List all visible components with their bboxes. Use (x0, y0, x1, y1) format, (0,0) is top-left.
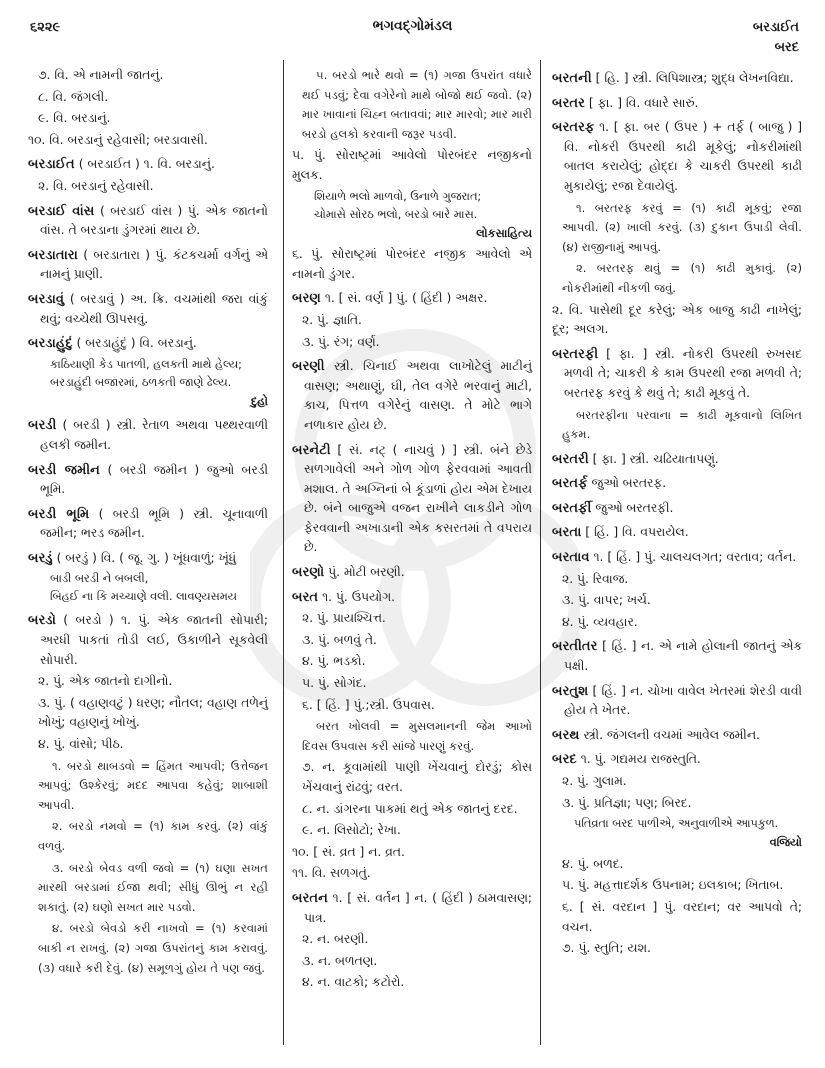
entry-sense (292, 333, 532, 353)
dictionary-entry (28, 334, 268, 354)
guide-word-last: બરદ (774, 40, 799, 55)
definition-text: લોકસાહિત્ય (476, 226, 532, 240)
definition-text: ( બરડું ) વિ. ( જૂ. ગુ. ) ખૂંધવાળું; ખૂંધું (52, 550, 237, 565)
definition-text: ૬. પું. સોરાષ્ટ્રમાં પોરબંદર નજીક આવેલો એ નામનો ડુંગર. (292, 247, 532, 281)
entry-sense (292, 758, 532, 797)
definition-text: જુઓ બરતરફી. (591, 500, 674, 515)
entry-sense (28, 735, 268, 755)
entry-sense (28, 177, 268, 197)
quotation (28, 356, 268, 392)
definition-text: ૬. [ હિં. ] પું.;સ્ત્રી. ઉપવાસ. (302, 697, 435, 712)
definition-text: ( બરડાહુંદું ) વિ. બરડાનું. (72, 336, 197, 351)
dictionary-entry (552, 118, 802, 196)
definition-text: ( બરડાઈત ) ૧. વિ. બરડાનું. (74, 157, 215, 172)
idiom-phrase (552, 406, 802, 445)
definition-text: વજિયો (769, 836, 802, 850)
definition-text: ૪. પું. વાંસો; પીઠ. (38, 737, 124, 752)
headword: બરદ (552, 752, 577, 768)
dictionary-entry (552, 94, 802, 114)
dictionary-entry (28, 549, 268, 569)
entry-sense (28, 131, 268, 151)
definition-text: [ ફા. ] વિ. વધારે સારું. (584, 95, 699, 110)
dictionary-entry (292, 563, 532, 583)
entry-sense (292, 696, 532, 716)
definition-text: ( બરડી ભૂમિ ) સ્ત્રી. ચૂનાવાળી જમીન; ભરડ જમીન. (40, 506, 268, 541)
headword: બરડી (28, 418, 57, 434)
page-number: ૬૨૨૯ (30, 20, 61, 35)
headword: બરણ (292, 291, 321, 307)
definition-text: સ્ત્રી. જંગલની વચમાં આવેલ જમીન. (579, 727, 760, 742)
definition-text: ૧. પું. ગદ્યમય રાજસ્તુતિ. (576, 752, 701, 767)
idiom-phrase (292, 717, 532, 756)
entry-sense (292, 245, 532, 284)
definition-text: ૨. વિ. બરડાનું રહેવાસી. (38, 178, 154, 193)
entry-sense (552, 794, 802, 814)
entry-sense (552, 570, 802, 590)
definition-text: ૧. [ ફા. બર ( ઉપર ) + તર્ફ ( બાજુ ) ] વિ. નોકરી ઉપરથી કાઢી મૂકેલું; નોકરીમાંથી બાતલ કરાયેલું; હોદ્દા કે ચાકરી ઉપરથી કાઢી મુકાયેલું; રજા દેવાયેલું. (564, 120, 802, 193)
definition-text: ( બરડાતારા ) પું. કંટકચર્મા વર્ગનું એ નામનું પ્રાણી. (40, 247, 268, 282)
entry-sense (292, 674, 532, 694)
dictionary-entry (28, 155, 268, 175)
definition-text: ૩. પું. વાપર; ખર્ચ. (562, 593, 651, 608)
definition-text: ૨. પું. ગુલામ. (562, 774, 627, 788)
quotation (292, 188, 532, 224)
idiom-phrase (28, 859, 268, 918)
definition-text: ૪. ન. વાટકો; કટોરો. (302, 975, 405, 990)
definition-text: ૨. પું. જ્ઞાતિ. (302, 312, 362, 327)
idiom-phrase (28, 817, 268, 856)
definition-text: ૪. પું. ભડકો. (302, 654, 366, 669)
definition-text: ૨. પું. એક જાતનો દાગીનો. (38, 674, 173, 689)
definition-text: [ ફા. ] સ્ત્રી. ચઢિયાતાપણું. (588, 451, 719, 466)
quotation-line: બાડી બરડી ને બબલી, (50, 572, 149, 586)
dictionary-column-2 (292, 64, 532, 993)
definition-text: ૧. બરતરફ કરવું = (૧) કાઢી મૂકવું; રજા આપવી. (૨) ખાલી કરવું. (૩) દુકાન ઉપાડી લેવી. (૪) રાજીનામું આપવું. (562, 200, 802, 254)
dictionary-entry (292, 588, 532, 608)
entry-sense (28, 88, 268, 108)
headword: બરતર્ફ (552, 476, 588, 492)
dictionary-entry (292, 441, 532, 559)
guide-words (753, 18, 799, 58)
entry-sense (552, 613, 802, 633)
entry-sense (552, 898, 802, 937)
definition-text: ૫. બરડો ભારે થવો = (૧) ગજા ઉપરાંત વધારે થઈ પડવું; દેવા વગેરેનો માથે બોજો થઈ જવો. (૨) માર ખાવાનાં ચિહ્ન બતાવવાં; માર મારવો; માર મારી બરડો હલકો કરવાની જરૂર પડવી. (302, 68, 532, 141)
entry-sense (552, 876, 802, 896)
definition-text: ૮. વિ. જંગલી. (38, 89, 109, 104)
headword: બરડાઈત (28, 157, 75, 173)
definition-text: ૩. પું. રંગ; વર્ણ. (302, 334, 380, 349)
quotation-line: બરડાહુંદી બજારમાં, ઠળકતી જાણે ઢેલ્ય. (50, 375, 232, 389)
entry-sense (28, 694, 268, 733)
headword: બરતરફી (552, 346, 599, 362)
dictionary-entry (552, 750, 802, 770)
entry-sense (292, 146, 532, 185)
quotation-line: બિહઈ ના કિ મચ્ચાણે વલી. લાવણ્યસમય (50, 590, 237, 604)
dictionary-entry (28, 461, 268, 500)
entry-sense (292, 930, 532, 950)
dictionary-entry (28, 290, 268, 329)
dictionary-entry (552, 726, 802, 746)
definition-text: ૬. [ સં. વરદાન ] પું. વરદાન; વર આપવો તે; વચન. (562, 899, 802, 934)
entry-sense (292, 973, 532, 993)
quotation-line: ચોમાસે સોરઠ ભલો, બરડો બારે માસ. (314, 207, 478, 221)
dictionary-entry (552, 499, 802, 519)
definition-text: [ હિં. ] ન. ચોખા વાવેલ ખેતરમાં શેરડી વાવી હોય તે ખેતર. (564, 683, 802, 718)
definition-text: ૧. [ સં. વર્ણ ] પું. ( હિંદી ) અક્ષર. (320, 291, 488, 306)
dictionary-entry (28, 202, 268, 241)
definition-text: ( બરડાવું ) અ. ક્રિ. વચમાંથી જરા વાંકું થવું; વચ્ચેથી ઊપસવું. (40, 291, 268, 326)
definition-text: ૨. પું. પ્રાયશ્ચિત્ત. (302, 611, 386, 626)
definition-text: ( બરડી ) સ્ત્રી. રેતાળ અથવા પથ્થરવાળી હલકી જમીન. (40, 418, 268, 452)
dictionary-entry (552, 474, 802, 494)
definition-text: ૪. પું. બળદ. (562, 856, 624, 871)
definition-text: ૧. પું. ઉપયોગ. (318, 589, 396, 604)
definition-text: ૨. બરતરફ થવું = (૧) કાઢી મુકાવું. (૨) નોકરીમાંથી નીકળી જવું. (562, 261, 802, 295)
headword: બરડી જમીન (28, 462, 101, 478)
entry-sense (292, 952, 532, 972)
definition-text: [ હિ. ] સ્ત્રી. લિપિશાસ્ત્ર; શુદ્ધ લેખનવિદ્યા. (591, 71, 794, 85)
headword: બરતીતર (552, 639, 598, 655)
entry-sense (552, 301, 802, 340)
entry-sense (552, 855, 802, 875)
headword: બરતા (552, 525, 582, 541)
headword: બરડાહુંદું (28, 336, 73, 352)
headword: બરડાવું (28, 291, 65, 307)
headword: બરણો (292, 565, 325, 581)
idiom-phrase (28, 757, 268, 816)
headword: બરનેટી (292, 442, 331, 458)
dictionary-column-1 (28, 64, 268, 978)
dictionary-entry (28, 611, 268, 670)
dictionary-entry (292, 289, 532, 309)
definition-text: ૪. પું. વ્યવહાર. (562, 614, 638, 629)
definition-text: ૧. બરડો થાબડવો = હિંમત આપવી; ઉત્તેજન આપવું; ઉશ્કેરવું; મદદ આપવા કહેવું; શાબાશી આપવી. (38, 758, 268, 812)
entry-sense (292, 821, 532, 841)
headword: બરણી (292, 359, 325, 375)
definition-text: બરત ખોલવી = મુસલમાનની જેમ આખો દિવસ ઉપવાસ કરી સાંજે પારણું કરવું. (302, 719, 532, 753)
headword: બરડાઈ વાંસ (28, 203, 95, 219)
headword: બરતર (552, 95, 585, 111)
headword: બરતરી (552, 451, 589, 467)
quotation (28, 570, 268, 606)
entry-sense (292, 864, 532, 884)
dictionary-entry (28, 416, 268, 455)
definition-text: ૧. [ હિં. ] પું. ચાલચલગત; વરતાવ; વર્તન. (589, 550, 797, 565)
quotation-line: શિયાળે ભલો માળવો, ઉનાળે ગુજરાત; (314, 189, 482, 203)
idiom-phrase (292, 66, 532, 144)
definition-text: ૩. ન. બળતણ. (302, 953, 378, 968)
dictionary-entry (28, 505, 268, 544)
entry-sense (28, 672, 268, 692)
idiom-phrase (552, 199, 802, 258)
dictionary-entry (28, 246, 268, 285)
definition-text: ૨. પું. રિવાજ. (562, 571, 629, 586)
column-divider (283, 60, 284, 1045)
dictionary-entry (552, 523, 802, 543)
definition-text: પું. મોટી બરણી. (324, 565, 405, 580)
definition-text: સ્ત્રી. ચિનાઈ અથવા લાખોટેલું માટીનું વાસણ; અથાણું, ઘી, તેલ વગેરે ભરવાનું માટી, કાચ, પિત્તળ વગેરેનું વાસણ. તે મોટે ભાગે નળાકાર હોય છે. (304, 359, 532, 432)
headword: બરતન (292, 890, 328, 906)
quotation (552, 815, 802, 833)
definition-text: [ હિં. ] વિ. વપરાયેલ. (581, 525, 689, 540)
entry-sense (552, 591, 802, 611)
definition-text: ૫. પું. સોગંદ. (302, 676, 367, 691)
definition-text: ૨. ન. બરણી. (302, 932, 369, 947)
quotation-source (552, 833, 802, 853)
definition-text: જુઓ બરતરફ. (587, 476, 667, 491)
definition-text: ૧૦. [ સં. વ્રત ] ન. વ્રત. (292, 844, 405, 859)
headword: બરત (292, 589, 319, 605)
guide-word-first: બરડાઈત (752, 20, 799, 35)
idiom-phrase (552, 259, 802, 298)
definition-text: ( બરડી જમીન ) જુઓ બરડી ભૂમિ. (40, 462, 268, 497)
headword: બરડાતારા (28, 247, 78, 263)
entry-sense (28, 66, 268, 86)
entry-sense (292, 631, 532, 651)
quotation-source (292, 224, 532, 244)
definition-text: [ ફા. ] સ્ત્રી. નોકરી ઉપરથી રુખસદ મળવી તે; ચાકરી કે કામ ઉપરથી રજા મળવી તે; બરતરફ કરવું કે થવું તે; કાઢી મૂકવું તે. (564, 346, 802, 400)
dictionary-entry (552, 637, 802, 676)
definition-text: ૪. બરડો બેવડો કરી નાખવો = (૧) કરવામાં બાકી ન રાખવું. (૨) ગજા ઉપરાંતનું કામ કરાવવું. (૩) વધારે કરી દેવું. (૪) સમૂળગું હોય તે પણ જવું. (38, 921, 268, 975)
entry-sense (292, 311, 532, 331)
headword: બરતાવ (552, 550, 590, 566)
definition-text: ૩. પું. બળવું તે. (302, 632, 377, 647)
definition-text: ૨. બરડો નમવો = (૧) કામ કરવું. (૨) વાંકું વળવું. (38, 819, 268, 853)
headword: બરતુશ (552, 683, 589, 699)
dictionary-entry (552, 682, 802, 721)
headword: બરડો (28, 613, 56, 629)
quotation-source (28, 392, 268, 412)
headword: બરતની (552, 71, 592, 86)
entry-sense (292, 609, 532, 629)
entry-sense (552, 772, 802, 792)
definition-text: ૨. વિ. પાસેથી દૂર કરેલું; એક બાજુ કાઢી નાખેલું; દૂર; અલગ. (552, 302, 802, 337)
headword: બરતર્ફી (552, 500, 592, 516)
definition-text: ૭. ન. કૂવામાંથી પાણી ખેંચવાનું દોરડું; કોસ ખેંચવાનું રાંઢવું; વરત. (302, 760, 532, 794)
dictionary-entry (292, 889, 532, 928)
dictionary-entry (552, 548, 802, 568)
definition-text: [ હિં. ] ન. એ નામે હોલાની જાતનું એક પક્ષી. (564, 639, 802, 674)
dictionary-entry (292, 357, 532, 435)
definition-text: ૭. પું. સ્તુતિ; યશ. (562, 941, 651, 956)
entry-sense (292, 652, 532, 672)
dictionary-entry (552, 345, 802, 404)
definition-text: ( બરડાઈ વાંસ ) પું. એક જાતનો વાંસ. તે બરડાના ડુંગરમાં થાય છે. (40, 203, 268, 238)
page-title: ભગવદ્ગોમંડલ (372, 18, 453, 34)
idiom-phrase (28, 919, 268, 978)
definition-text: ૭. વિ. એ નામની જાતનું. (38, 68, 164, 82)
headword: બરડી ભૂમિ (28, 506, 90, 522)
definition-text: ૩. પું. ( વહાણવટું ) ધરણ; નૌતલ; વહાણ તળેનું ખોખું; વહાણનું ખોખું. (38, 695, 268, 730)
quotation-line: પતિવ્રતા બરદ પાળીએ, અનુવાળીએ આપકુળ. (574, 817, 779, 831)
entry-sense (28, 109, 268, 129)
dictionary-entry (552, 450, 802, 470)
dictionary-entry (552, 69, 802, 89)
definition-text: ૧૧. વિ. સળગતું. (292, 866, 371, 881)
quotation-line: કાઠિયાણી કેડ પાતળી, હલકતી માથે હેલ્ય; (50, 357, 242, 371)
entry-sense (552, 939, 802, 959)
definition-text: બરતરફીના પરવાના = કાઢી મૂકવાનો લિખિત હુકમ. (562, 407, 802, 442)
headword: બરડું (28, 550, 53, 566)
headword: બરતરફ (552, 120, 595, 136)
definition-text: ૩. પું. પ્રતિજ્ઞા; પણ; બિરદ. (562, 795, 692, 810)
definition-text: દુહો (250, 394, 268, 408)
definition-text: ૩. બરડો બેવડ વળી જવો = (૧) ઘણા સખત મારથી બરડામાં ઈજા થવી; સીધું ઊભું ન રહી શકાતું. (૨) ઘણો સખત માર પડવો. (38, 860, 268, 914)
column-divider (540, 60, 541, 1045)
definition-text: ૫. પું. સોરાષ્ટ્રમાં આવેલો પોરબંદર નજીકનો મુલક. (292, 148, 532, 182)
headword: બરથ (552, 727, 580, 743)
definition-text: ૧૦. વિ. બરડાનું રહેવાસી; બરડાવાસી. (28, 132, 208, 147)
definition-text: ૧. [ સં. વર્તન ] ન. ( હિંદી ) ઠામવાસણ; પાત્ર. (304, 890, 532, 925)
definition-text: ૯. ન. લિસોટો; રેખા. (302, 823, 401, 838)
entry-sense (292, 800, 532, 820)
definition-text: ૫. પું. મહત્તાદર્શક ઉપનામ; ઇલકાબ; ખિતાબ. (562, 878, 784, 893)
entry-sense (292, 843, 532, 863)
definition-text: ૮. ન. ડાંગરના પાકમાં થતું એક જાતનું દરદ. (302, 801, 518, 816)
definition-text: [ સં. નટ્ ( નાચવું ) ] સ્ત્રી. બંને છેડે સળગાવેલી અને ગોળ ગોળ ફેરવવામાં આવતી મશાલ. તે અગ્નિનાં બે કૂંડાળાં હોય એમ દેખાય છે. બંને બાજુએ વજન રાખીને લાકડીને ગોળ ફેરવવાની અખાડાની એક કસરતમાં તે વપરાય છે. (304, 442, 532, 555)
definition-text: ૯. વિ. બરડાનું. (38, 111, 111, 126)
dictionary-column-3 (552, 64, 802, 959)
definition-text: ( બરડો ) ૧. પું. એક જાતની સોપારી; અરધી પાકતાં તોડી લઈ, ઉકાળીને સૂકવેલી સોપારી. (40, 613, 268, 667)
